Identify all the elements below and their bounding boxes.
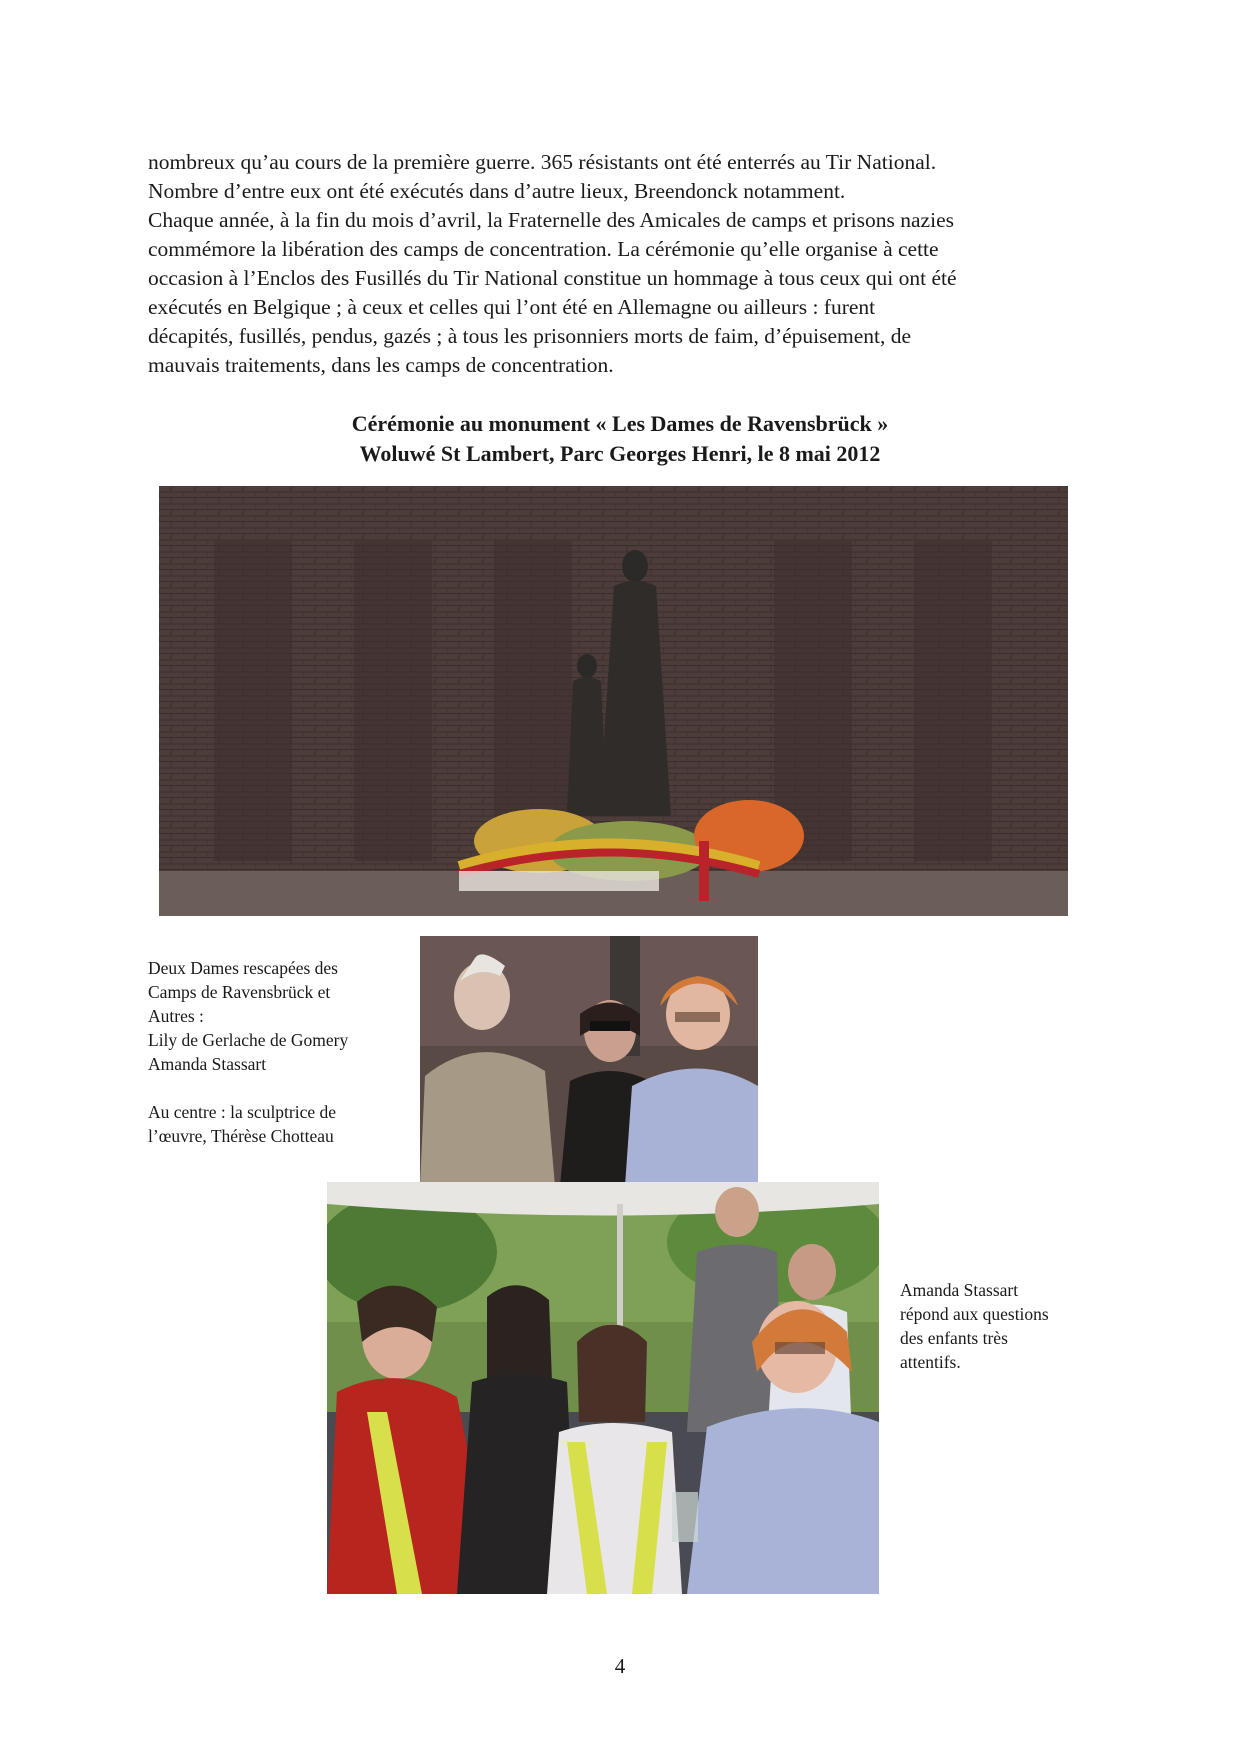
body-line: nombreux qu’au cours de la première guerre. 365 résistants ont été enterrés au Tir National.	[148, 150, 937, 174]
body-line: exécutés en Belgique ; à ceux et celles qui l’ont été en Allemagne ou ailleurs : furent	[148, 295, 876, 319]
caption-line: attentifs.	[900, 1352, 961, 1372]
children-photo	[327, 1182, 879, 1594]
caption-line: l’œuvre, Thérèse Chotteau	[148, 1126, 334, 1146]
body-paragraph	[148, 148, 1108, 380]
caption-line: Autres :	[148, 1006, 204, 1026]
caption-line: Camps de Ravensbrück et	[148, 982, 331, 1002]
body-line: Chaque année, à la fin du mois d’avril, la Fraternelle des Amicales de camps et prisons nazies	[148, 208, 954, 232]
body-line: commémore la libération des camps de concentration. La cérémonie qu’elle organise à cette	[148, 237, 939, 261]
caption-line: Lily de Gerlache de Gomery	[148, 1030, 349, 1050]
body-line: occasion à l’Enclos des Fusillés du Tir National constitue un hommage à tous ceux qui ont été	[148, 266, 957, 290]
caption-left	[148, 956, 348, 1148]
survivors-photo	[420, 936, 758, 1186]
caption-line: Au centre : la sculptrice de	[148, 1102, 337, 1122]
body-line: décapités, fusillés, pendus, gazés ; à tous les prisonniers morts de faim, d’épuisement, de	[148, 324, 912, 348]
body-line: Nombre d’entre eux ont été exécutés dans d’autre lieux, Breendonck notamment.	[148, 179, 846, 203]
caption-line: Amanda Stassart	[900, 1280, 1019, 1300]
section-heading	[200, 409, 1040, 469]
caption-right	[900, 1278, 1049, 1374]
caption-line: répond aux questions	[900, 1304, 1049, 1324]
monument-photo	[159, 486, 1068, 916]
page-number: 4	[614, 1654, 626, 1678]
caption-spacer	[148, 1076, 348, 1100]
body-line: mauvais traitements, dans les camps de concentration.	[148, 353, 614, 377]
heading-subtitle: Woluwé St Lambert, Parc Georges Henri, le 8 mai 2012	[359, 441, 881, 466]
heading-title: Cérémonie au monument « Les Dames de Ravensbrück »	[351, 411, 889, 436]
caption-line: Amanda Stassart	[148, 1054, 267, 1074]
caption-line: Deux Dames rescapées des	[148, 958, 338, 978]
caption-line: des enfants très	[900, 1328, 1008, 1348]
